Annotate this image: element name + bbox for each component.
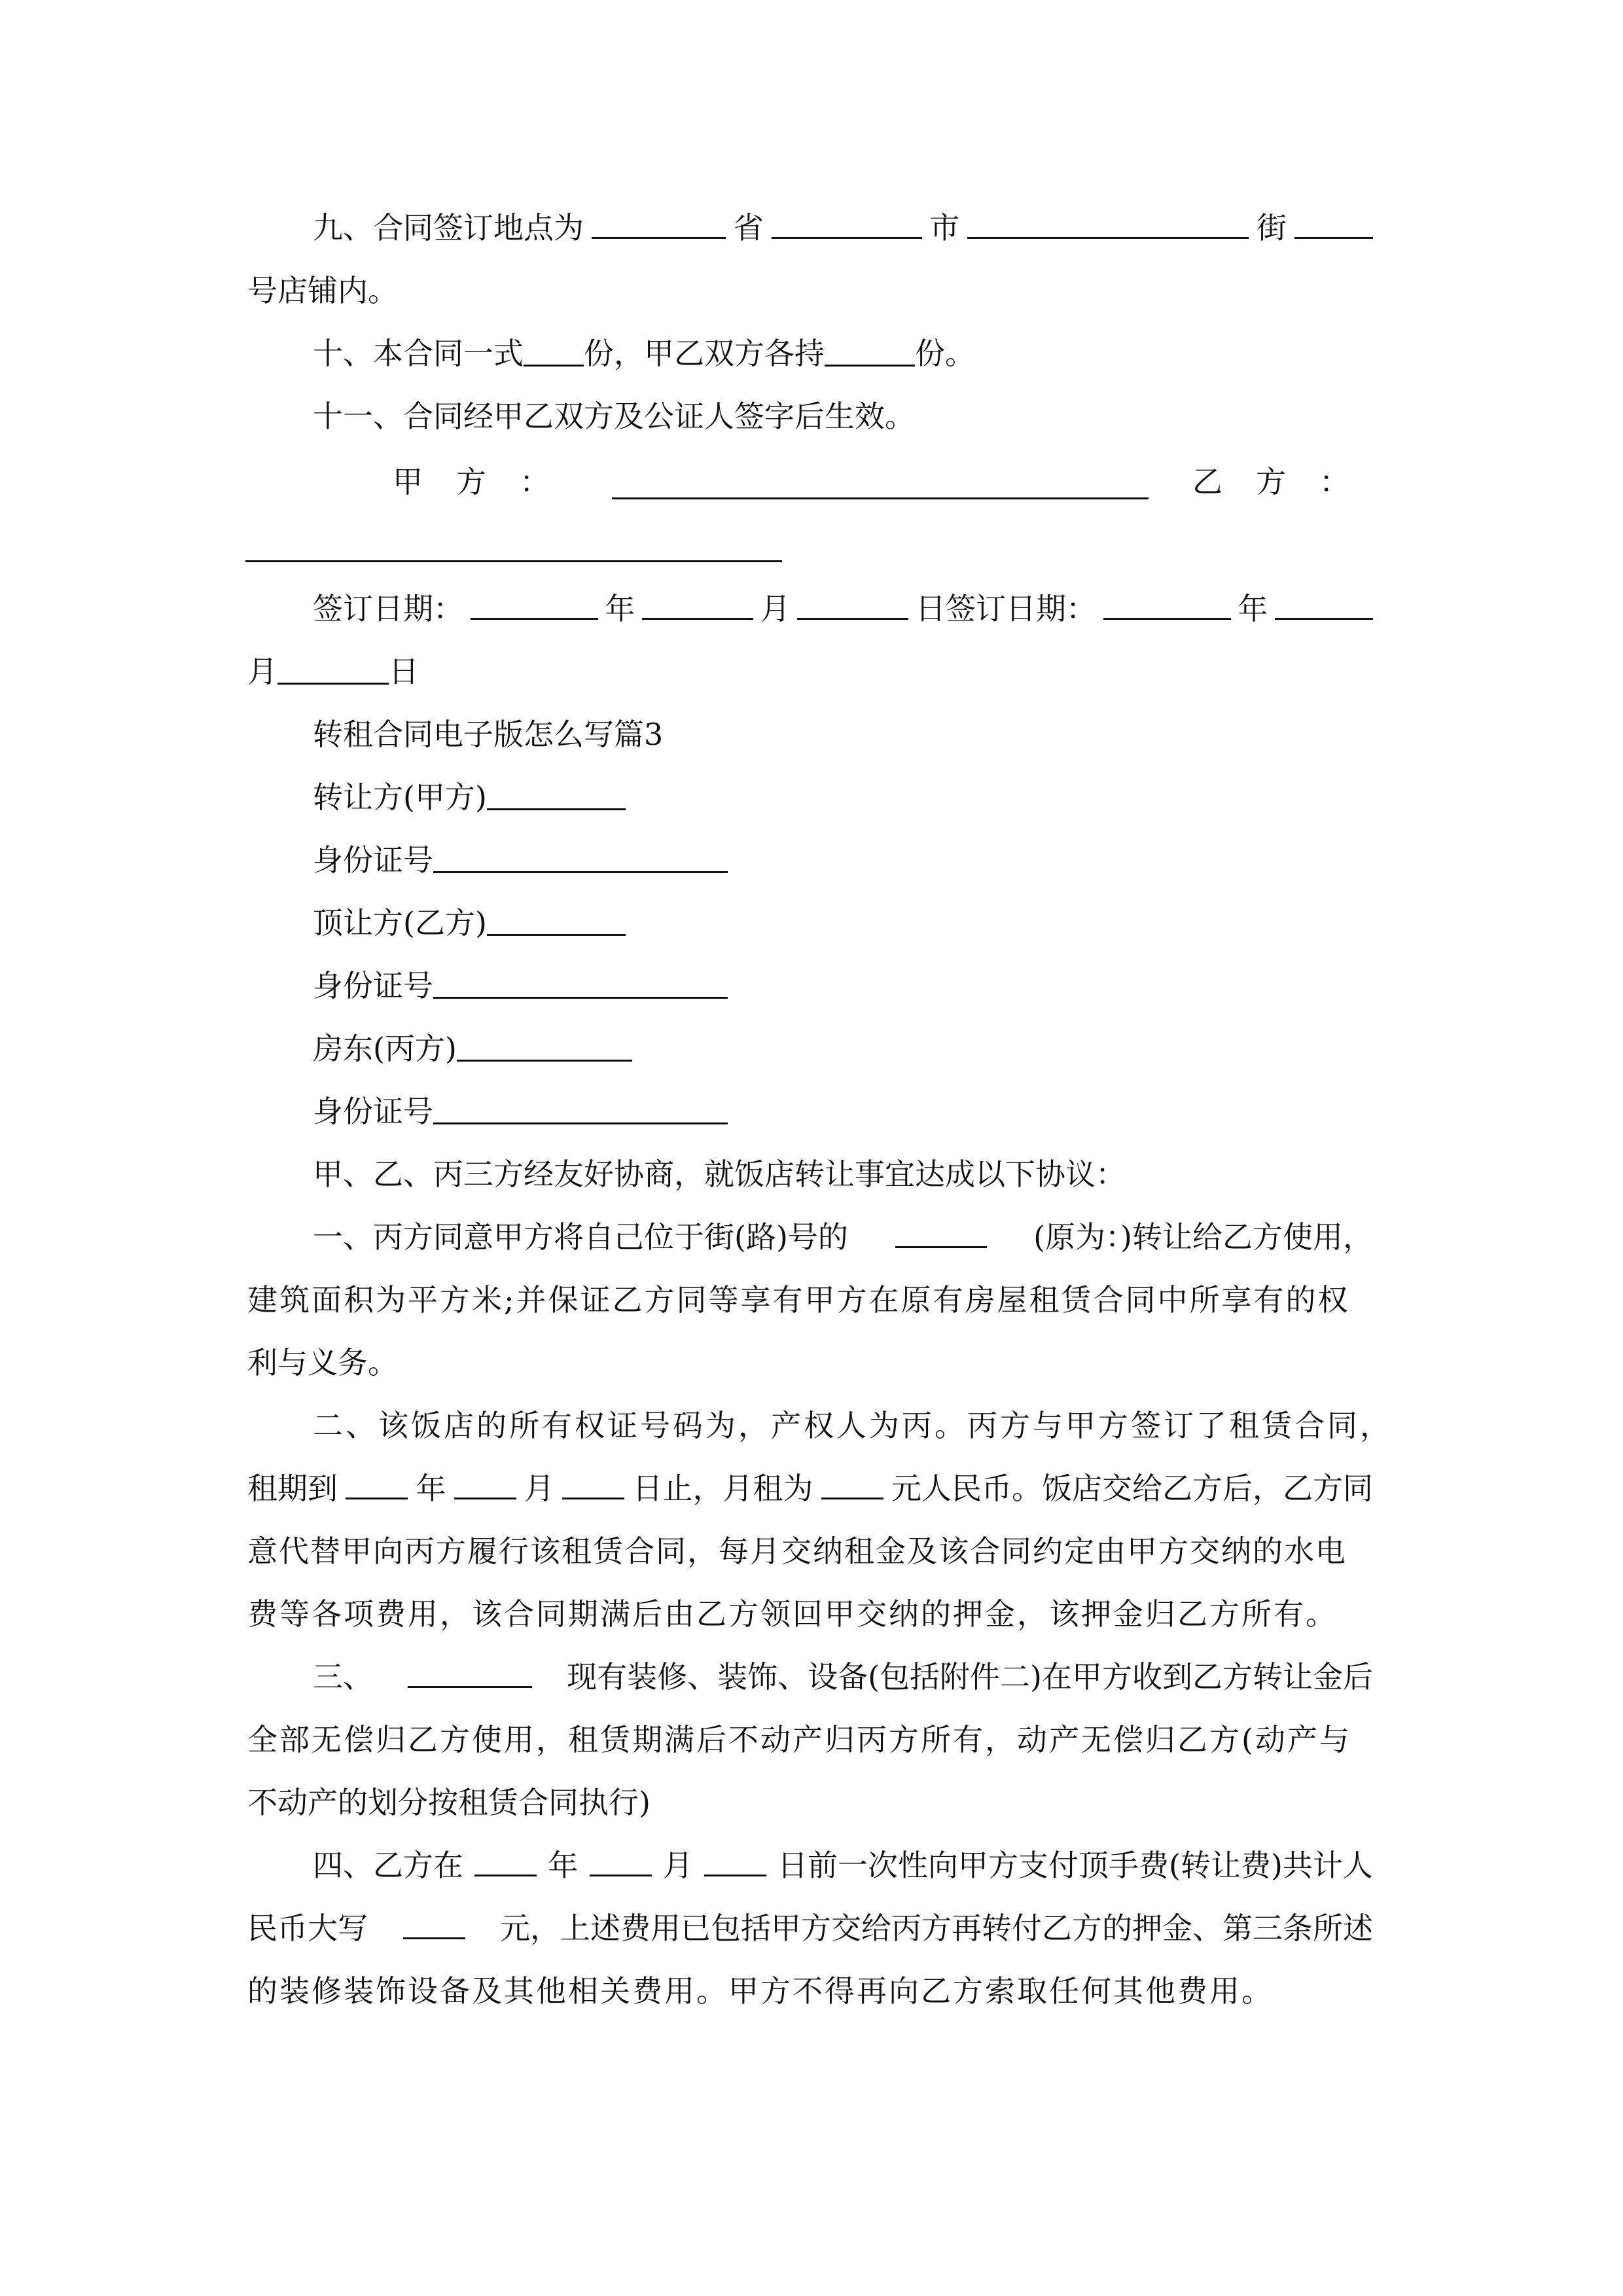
clause-ten-text-b: 份，甲乙双方各持 [584, 336, 825, 371]
landlord-label: 房东(丙方) [313, 1031, 457, 1066]
blank-field [408, 1657, 532, 1688]
party-a-char: 方 [456, 464, 486, 499]
id-label: 身份证号 [313, 1094, 433, 1129]
blank-field [1103, 589, 1231, 620]
party-a-char: 甲 [393, 464, 423, 499]
party-a-char: ： [520, 464, 550, 499]
party-b-char: ： [1319, 464, 1349, 499]
landlord-field [313, 1029, 632, 1068]
blank-field [1294, 208, 1373, 239]
blank-field [590, 1846, 652, 1876]
clause-ten-text-a: 十、本合同一式 [313, 336, 524, 371]
blank-field [471, 589, 598, 620]
blank-field [474, 1846, 537, 1876]
clause-text: 日前一次性向甲方支付顶手费(转让费)共计人 [777, 1848, 1373, 1883]
blank-field [825, 336, 915, 367]
clause-text: 民币大写 [247, 1910, 368, 1946]
signing-date-line2 [247, 652, 419, 691]
blank-field [967, 208, 1249, 239]
id-number-field-2 [313, 966, 728, 1005]
date-month2-label: 月 [247, 654, 277, 689]
clause-nine-street: 街 [1257, 210, 1287, 245]
clause-three-line1 [313, 1657, 1373, 1696]
clause-four-line1 [313, 1846, 1373, 1885]
clause-two-line2 [247, 1469, 1373, 1508]
clause-nine-text: 九、合同签订地点为 [313, 210, 584, 245]
clause-nine-city: 市 [929, 210, 960, 245]
clause-text: 年 [416, 1471, 446, 1506]
clause-text: 元人民币。饭店交给乙方后，乙方同 [891, 1471, 1373, 1506]
blank-field [487, 905, 626, 936]
blank-field [346, 1469, 408, 1499]
party-b-char: 方 [1256, 464, 1286, 499]
section-heading: 转租合同电子版怎么写篇3 [313, 717, 664, 752]
blank-field [524, 336, 584, 367]
clause-three-line3: 不动产的划分按租赁合同执行) [247, 1785, 651, 1820]
date-month-label: 月 [760, 591, 791, 626]
party-b-label [1192, 462, 1349, 501]
blank-field [457, 1031, 632, 1062]
clause-nine-line1 [313, 208, 1373, 247]
clause-two-line1: 二、该饭店的所有权证号码为，产权人为丙。丙方与甲方签订了租赁合同， [313, 1408, 1393, 1443]
id-number-field-3 [313, 1092, 728, 1131]
blank-field [403, 1909, 465, 1939]
clause-text: 月 [662, 1848, 693, 1883]
blank-field [562, 1469, 624, 1499]
blank-field [772, 208, 922, 239]
transferee-label: 顶让方(乙方) [313, 905, 487, 941]
agreement-intro: 甲、乙、丙三方经友好协商，就饭店转让事宜达成以下协议： [313, 1157, 1126, 1192]
party-a-label [393, 462, 550, 501]
transferor-field [313, 778, 626, 817]
clause-ten [313, 334, 975, 373]
party-b-signature-line [245, 531, 782, 562]
clause-text: 现有装修、装饰、设备(包括附件二)在甲方收到乙方转让金后 [567, 1659, 1373, 1695]
clause-ten-text-c: 份。 [915, 336, 975, 371]
id-label: 身份证号 [313, 968, 433, 1003]
clause-eleven: 十一、合同经甲乙双方及公证人签字后生效。 [313, 399, 915, 434]
blank-field [642, 589, 753, 620]
id-label: 身份证号 [313, 842, 433, 878]
blank-field [277, 654, 389, 685]
transferor-label: 转让方(甲方) [313, 780, 487, 815]
blank-field [487, 780, 626, 810]
clause-text: 租期到 [247, 1471, 338, 1506]
blank-field [821, 1469, 883, 1499]
transferee-field [313, 903, 626, 942]
blank-field [895, 1217, 987, 1248]
clause-text: 元，上述费用已包括甲方交给丙方再转付乙方的押金、第三条所述 [500, 1910, 1373, 1946]
clause-text: (原为：)转让给乙方使用， [1033, 1219, 1373, 1255]
clause-text: 年 [548, 1848, 579, 1883]
blank-field [797, 589, 908, 620]
clause-two-line3: 意代替甲向丙方履行该租赁合同，每月交纳租金及该合同约定由甲方交纳的水电 [247, 1534, 1347, 1569]
clause-four-line3: 的装修装饰设备及其他相关费用。甲方不得再向乙方索取任何其他费用。 [247, 1973, 1274, 2009]
blank-field [704, 1846, 766, 1876]
clause-nine-line2: 号店铺内。 [247, 273, 398, 308]
blank-field [1275, 589, 1373, 620]
clause-text: 四、乙方在 [313, 1848, 463, 1883]
date-day-label: 日签订日期： [915, 591, 1096, 626]
clause-two-line4: 费等各项费用，该合同期满后由乙方领回甲交纳的押金，该押金归乙方所有。 [247, 1596, 1338, 1632]
clause-four-line2 [247, 1909, 1373, 1948]
blank-field [592, 208, 726, 239]
clause-one-line2: 建筑面积为平方米;并保证乙方同等享有甲方在原有房屋租赁合同中所享有的权 [247, 1282, 1350, 1318]
clause-text: 一、丙方同意甲方将自己位于街(路)号的 [313, 1219, 848, 1255]
party-b-char: 乙 [1192, 464, 1222, 499]
clause-text: 日止，月租为 [632, 1471, 813, 1506]
party-a-signature-line [612, 469, 1149, 499]
clause-nine-province: 省 [733, 210, 764, 245]
date-year-label: 年 [605, 591, 635, 626]
clause-one-line1 [313, 1217, 1373, 1257]
clause-one-line3: 利与义务。 [247, 1345, 398, 1380]
clause-text: 三、 [313, 1659, 373, 1695]
blank-field [433, 968, 728, 999]
clause-text: 月 [524, 1471, 554, 1506]
date-year2-label: 年 [1238, 591, 1268, 626]
clause-three-line2: 全部无偿归乙方使用，租赁期满后不动产归丙方所有，动产无偿归乙方(动产与 [247, 1722, 1351, 1757]
date-day2-label: 日 [389, 654, 419, 689]
signing-date-label: 签订日期： [313, 591, 463, 626]
blank-field [454, 1469, 516, 1499]
id-number-field-1 [313, 840, 728, 880]
blank-field [433, 1094, 728, 1124]
blank-field [433, 842, 728, 873]
signing-date-line1 [313, 589, 1373, 628]
